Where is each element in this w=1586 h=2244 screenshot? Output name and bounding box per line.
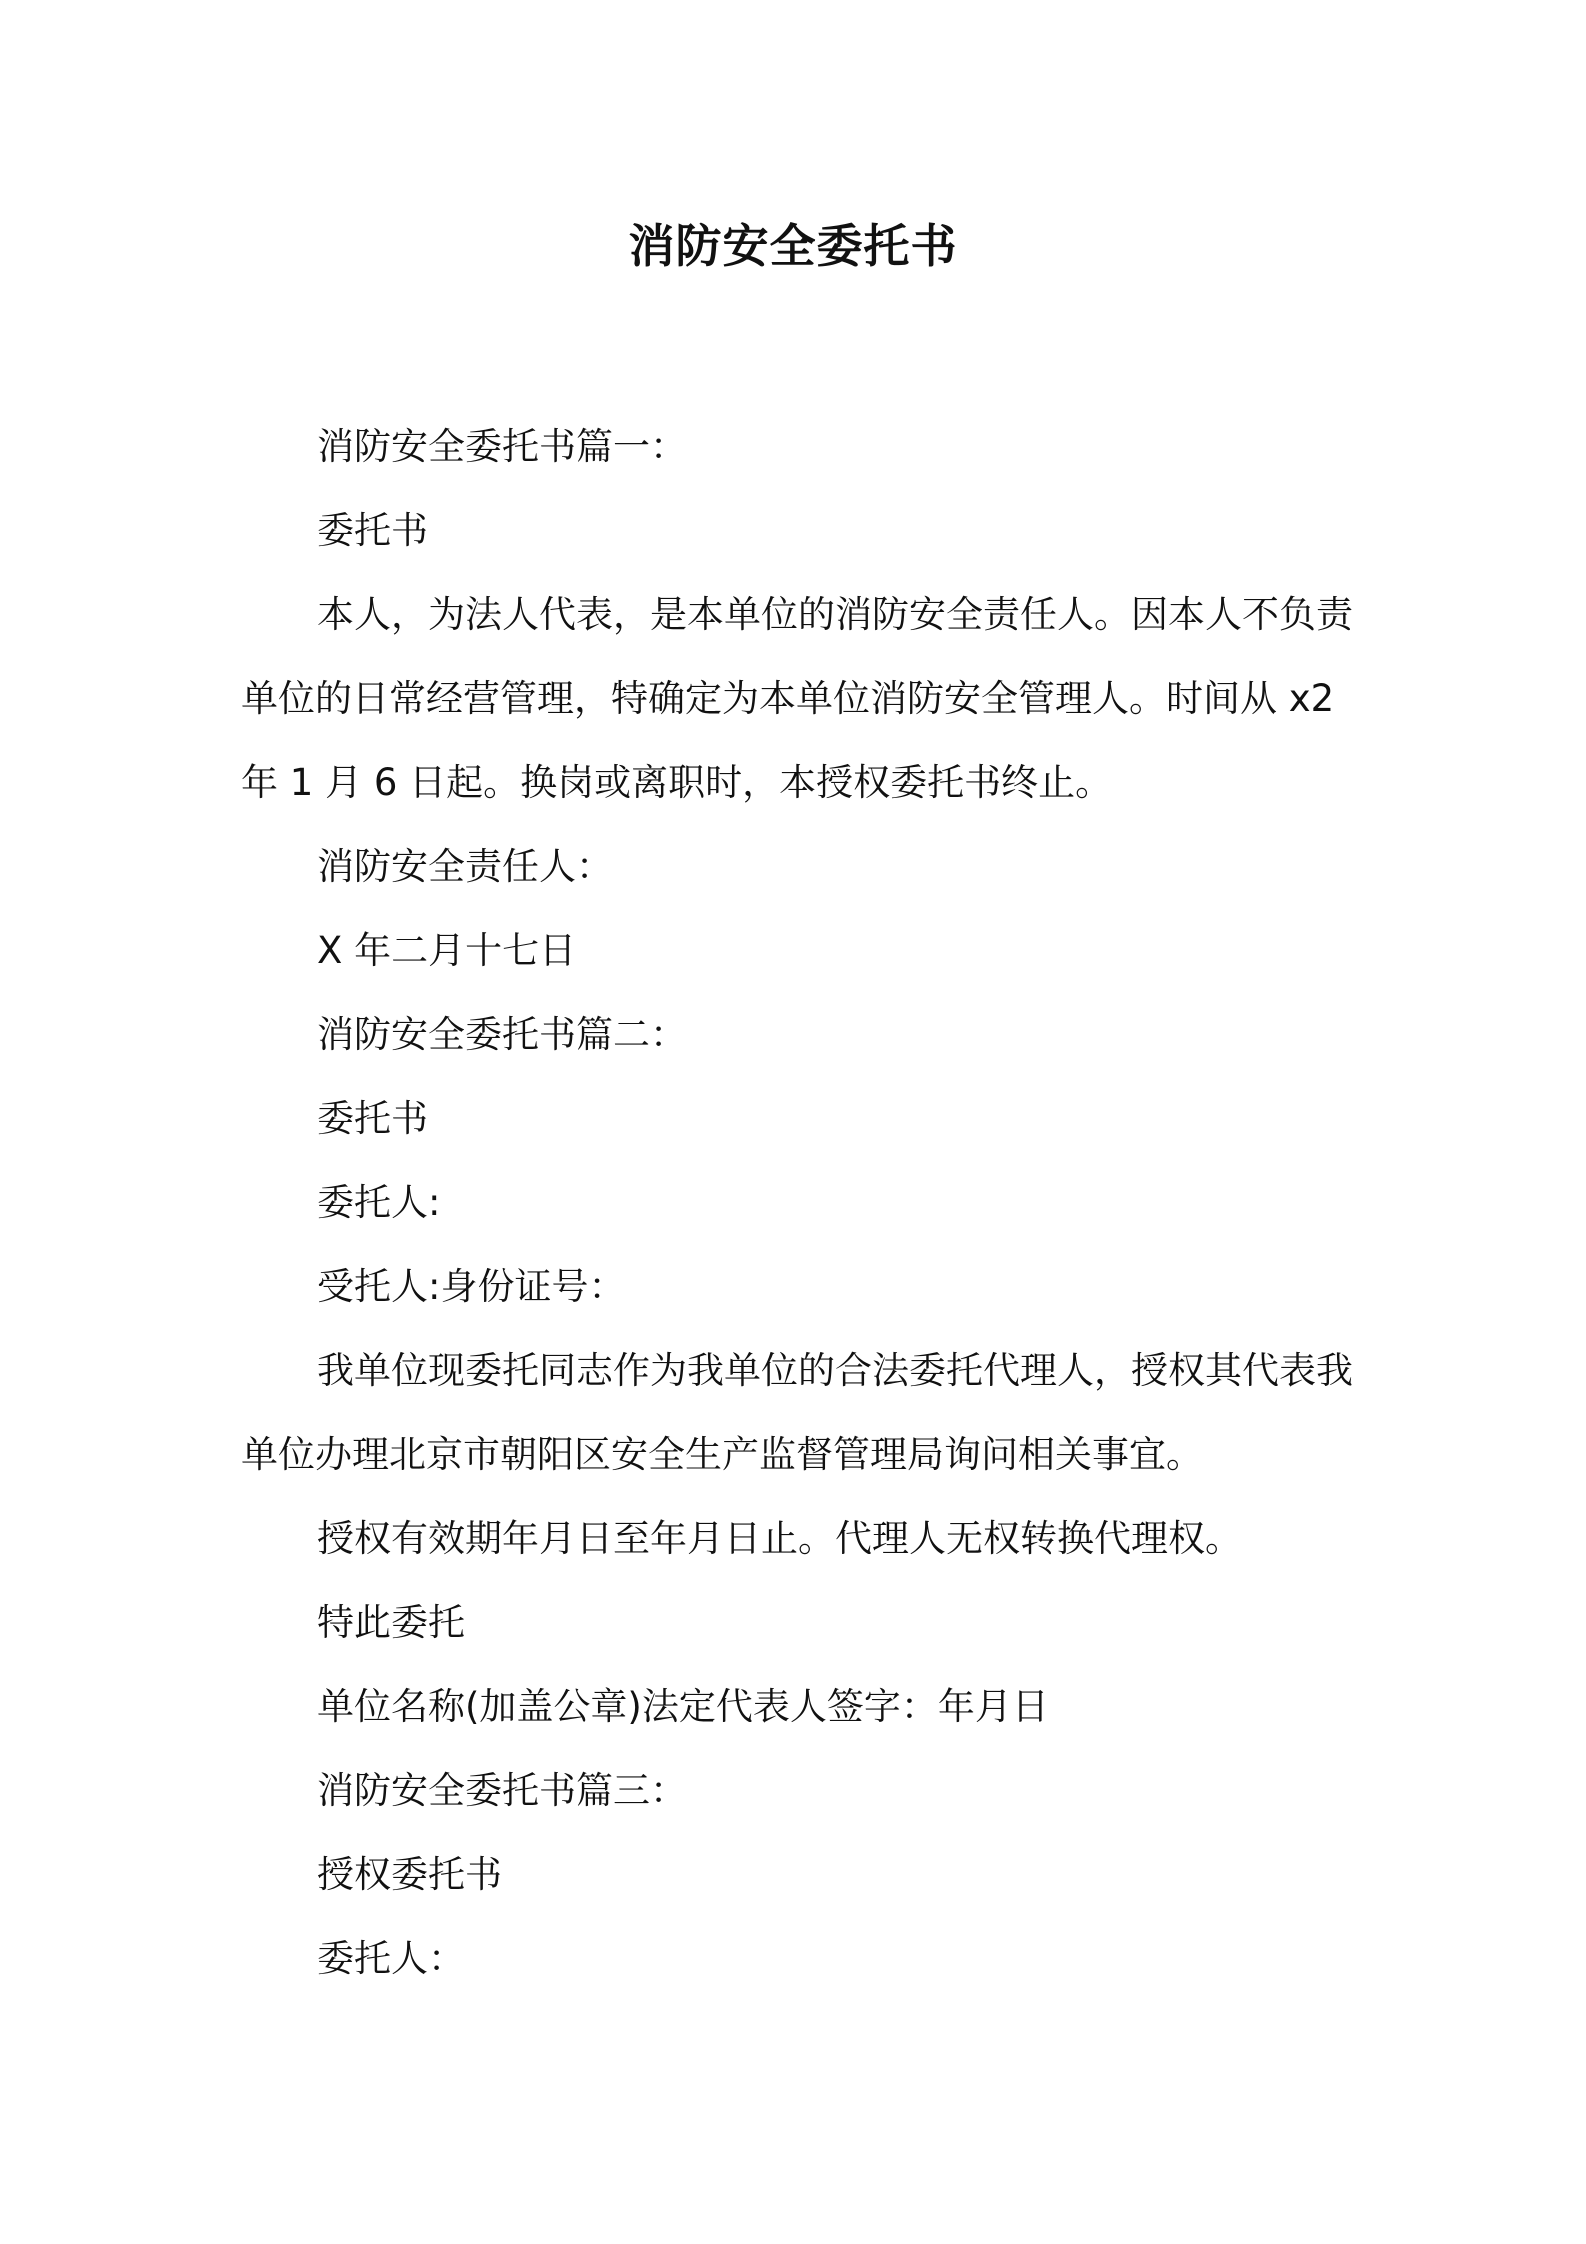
subheading-authorization-letter: 授权委托书 (317, 1853, 502, 1896)
principal-line: 委托人: (317, 1181, 441, 1224)
body-paragraph: 本人，为法人代表，是本单位的消防安全责任人。因本人不负责单位的日常经营管理，特确定为本单位消防安全管理人。时间从 x2 年 1 月 6 日起。换岗或离职时，本授权委托书终止。 (241, 593, 1353, 804)
body-paragraph: 我单位现委托同志作为我单位的合法委托代理人，授权其代表我单位办理北京市朝阳区安全生产监督管理局询问相关事宜。 (241, 1349, 1353, 1476)
signature-line: 单位名称(加盖公章)法定代表人签字：年月日 (317, 1685, 1049, 1728)
signature-line: 消防安全责任人： (317, 845, 613, 888)
document-body (241, 405, 1356, 2001)
agent-line: 受托人:身份证号： (317, 1265, 626, 1308)
subheading-entrust-letter: 委托书 (317, 1097, 428, 1140)
subheading-entrust-letter: 委托书 (317, 509, 428, 552)
principal-line: 委托人： (317, 1937, 465, 1980)
section-heading-1: 消防安全委托书篇一： (317, 425, 687, 468)
section-heading-2: 消防安全委托书篇二： (317, 1013, 687, 1056)
document-title: 消防安全委托书 (628, 219, 958, 273)
closing-line: 特此委托 (317, 1601, 465, 1644)
validity-line: 授权有效期年月日至年月日止。代理人无权转换代理权。 (317, 1517, 1242, 1560)
date-line: X 年二月十七日 (317, 929, 577, 972)
section-heading-3: 消防安全委托书篇三： (317, 1769, 687, 1812)
